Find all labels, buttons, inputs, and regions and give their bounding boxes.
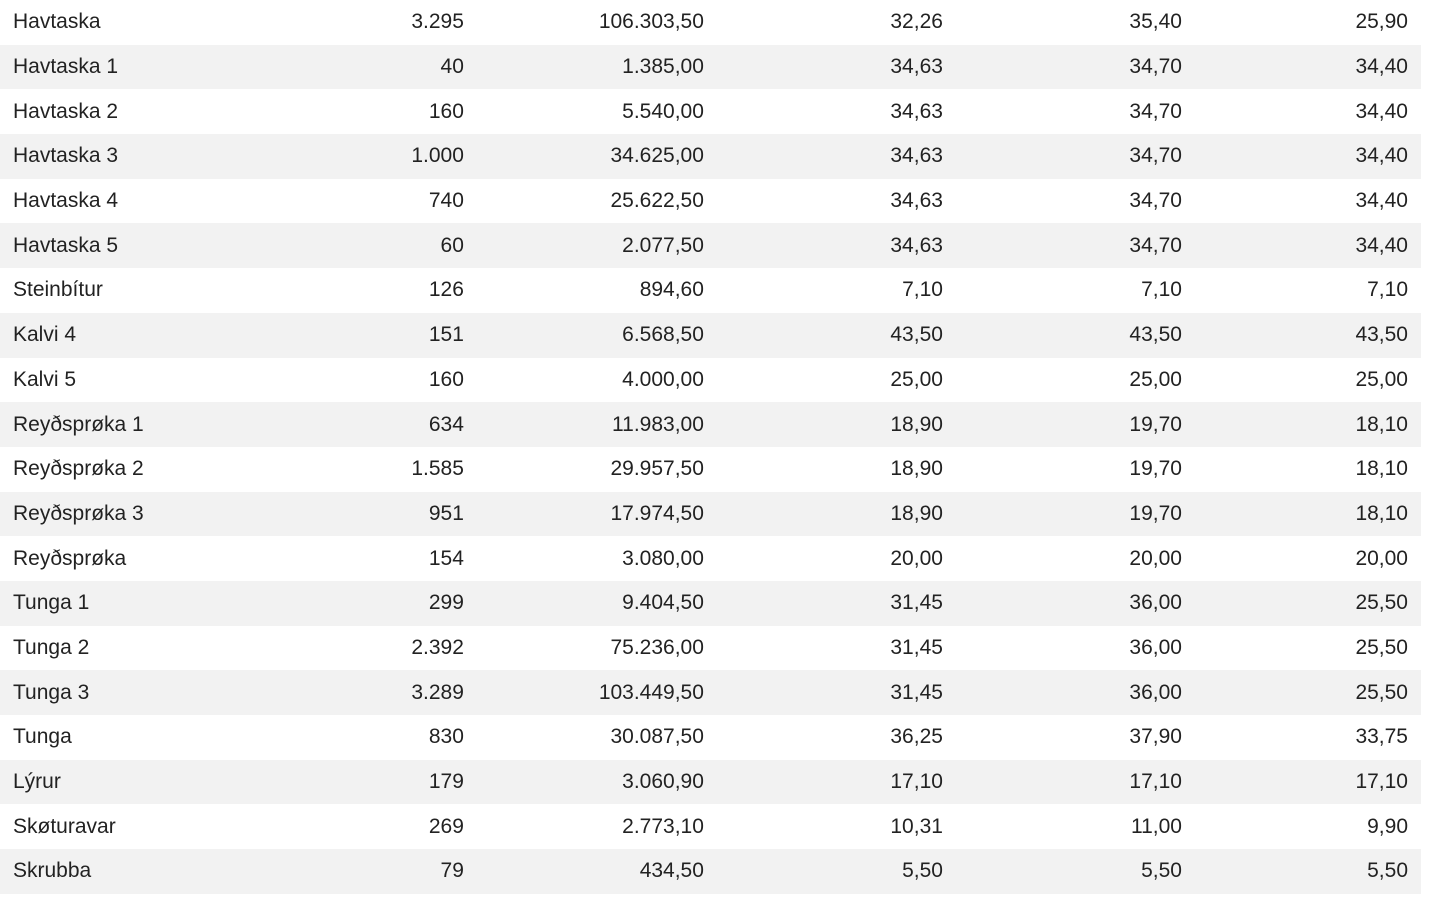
total-value-cell: 34.625,00 bbox=[610, 144, 704, 168]
high-price-cell: 34,70 bbox=[1129, 189, 1182, 213]
total-value-cell: 103.449,50 bbox=[598, 680, 704, 704]
species-name-cell: Kalvi 4 bbox=[13, 323, 77, 347]
table-row bbox=[0, 268, 1421, 313]
average-price-cell: 18,90 bbox=[890, 457, 943, 481]
species-name-cell: Havtaska 2 bbox=[13, 99, 119, 123]
quantity-cell: 151 bbox=[428, 323, 464, 347]
low-price-cell: 33,75 bbox=[1355, 725, 1408, 749]
quantity-cell: 830 bbox=[428, 725, 464, 749]
quantity-cell: 154 bbox=[428, 546, 464, 570]
table-row bbox=[0, 313, 1421, 358]
high-price-cell: 5,50 bbox=[1141, 859, 1182, 883]
high-price-cell: 7,10 bbox=[1141, 278, 1182, 302]
species-name-cell: Havtaska 1 bbox=[13, 55, 119, 79]
total-value-cell: 17.974,50 bbox=[610, 501, 704, 525]
quantity-cell: 269 bbox=[428, 814, 464, 838]
average-price-cell: 34,63 bbox=[890, 99, 943, 123]
table-row bbox=[0, 670, 1421, 715]
species-name-cell: Reyðsprøka 3 bbox=[13, 501, 144, 525]
high-price-cell: 19,70 bbox=[1129, 501, 1182, 525]
table-row bbox=[0, 581, 1421, 626]
high-price-cell: 19,70 bbox=[1129, 412, 1182, 436]
low-price-cell: 25,50 bbox=[1355, 680, 1408, 704]
high-price-cell: 36,00 bbox=[1129, 635, 1182, 659]
low-price-cell: 34,40 bbox=[1355, 189, 1408, 213]
average-price-cell: 34,63 bbox=[890, 189, 943, 213]
species-name-cell: Skøturavar bbox=[13, 814, 116, 838]
low-price-cell: 9,90 bbox=[1367, 814, 1408, 838]
table-row bbox=[0, 179, 1421, 224]
low-price-cell: 20,00 bbox=[1355, 546, 1408, 570]
quantity-cell: 79 bbox=[440, 859, 464, 883]
quantity-cell: 126 bbox=[428, 278, 464, 302]
table-row bbox=[0, 45, 1421, 90]
average-price-cell: 36,25 bbox=[890, 725, 943, 749]
table-row bbox=[0, 492, 1421, 537]
high-price-cell: 17,10 bbox=[1129, 770, 1182, 794]
low-price-cell: 34,40 bbox=[1355, 144, 1408, 168]
average-price-cell: 34,63 bbox=[890, 144, 943, 168]
total-value-cell: 3.060,90 bbox=[622, 770, 704, 794]
high-price-cell: 36,00 bbox=[1129, 591, 1182, 615]
quantity-cell: 3.295 bbox=[411, 10, 464, 34]
average-price-cell: 34,63 bbox=[890, 55, 943, 79]
species-name-cell: Reyðsprøka 2 bbox=[13, 457, 144, 481]
quantity-cell: 179 bbox=[428, 770, 464, 794]
high-price-cell: 20,00 bbox=[1129, 546, 1182, 570]
table-row bbox=[0, 849, 1421, 894]
total-value-cell: 1.385,00 bbox=[622, 55, 704, 79]
total-value-cell: 2.077,50 bbox=[622, 233, 704, 257]
quantity-cell: 2.392 bbox=[411, 635, 464, 659]
average-price-cell: 25,00 bbox=[890, 367, 943, 391]
total-value-cell: 5.540,00 bbox=[622, 99, 704, 123]
high-price-cell: 34,70 bbox=[1129, 99, 1182, 123]
total-value-cell: 3.080,00 bbox=[622, 546, 704, 570]
average-price-cell: 43,50 bbox=[890, 323, 943, 347]
low-price-cell: 5,50 bbox=[1367, 859, 1408, 883]
quantity-cell: 160 bbox=[428, 99, 464, 123]
low-price-cell: 43,50 bbox=[1355, 323, 1408, 347]
total-value-cell: 6.568,50 bbox=[622, 323, 704, 347]
table-row bbox=[0, 804, 1421, 849]
species-name-cell: Steinbítur bbox=[13, 278, 103, 302]
table-row bbox=[0, 358, 1421, 403]
average-price-cell: 18,90 bbox=[890, 501, 943, 525]
average-price-cell: 7,10 bbox=[902, 278, 943, 302]
total-value-cell: 2.773,10 bbox=[622, 814, 704, 838]
species-name-cell: Havtaska 5 bbox=[13, 233, 119, 257]
total-value-cell: 11.983,00 bbox=[612, 412, 704, 436]
average-price-cell: 31,45 bbox=[890, 591, 943, 615]
total-value-cell: 9.404,50 bbox=[622, 591, 704, 615]
table-row bbox=[0, 0, 1421, 45]
average-price-cell: 18,90 bbox=[890, 412, 943, 436]
total-value-cell: 75.236,00 bbox=[610, 635, 704, 659]
average-price-cell: 5,50 bbox=[902, 859, 943, 883]
high-price-cell: 25,00 bbox=[1129, 367, 1182, 391]
species-name-cell: Reyðsprøka bbox=[13, 546, 127, 570]
quantity-cell: 299 bbox=[428, 591, 464, 615]
low-price-cell: 25,50 bbox=[1355, 591, 1408, 615]
high-price-cell: 35,40 bbox=[1129, 10, 1182, 34]
low-price-cell: 18,10 bbox=[1355, 501, 1408, 525]
table-row bbox=[0, 715, 1421, 760]
quantity-cell: 60 bbox=[440, 233, 464, 257]
species-name-cell: Havtaska 3 bbox=[13, 144, 119, 168]
total-value-cell: 25.622,50 bbox=[610, 189, 704, 213]
average-price-cell: 20,00 bbox=[890, 546, 943, 570]
quantity-cell: 740 bbox=[428, 189, 464, 213]
average-price-cell: 32,26 bbox=[890, 10, 943, 34]
species-name-cell: Tunga bbox=[13, 725, 72, 749]
low-price-cell: 7,10 bbox=[1367, 278, 1408, 302]
high-price-cell: 34,70 bbox=[1129, 144, 1182, 168]
species-name-cell: Tunga 3 bbox=[13, 680, 90, 704]
high-price-cell: 36,00 bbox=[1129, 680, 1182, 704]
low-price-cell: 25,50 bbox=[1355, 635, 1408, 659]
low-price-cell: 34,40 bbox=[1355, 55, 1408, 79]
high-price-cell: 19,70 bbox=[1129, 457, 1182, 481]
average-price-cell: 31,45 bbox=[890, 635, 943, 659]
total-value-cell: 30.087,50 bbox=[610, 725, 704, 749]
total-value-cell: 894,60 bbox=[639, 278, 704, 302]
high-price-cell: 37,90 bbox=[1129, 725, 1182, 749]
table-row bbox=[0, 447, 1421, 492]
table-row bbox=[0, 760, 1421, 805]
table-row bbox=[0, 89, 1421, 134]
low-price-cell: 34,40 bbox=[1355, 99, 1408, 123]
low-price-cell: 34,40 bbox=[1355, 233, 1408, 257]
average-price-cell: 31,45 bbox=[890, 680, 943, 704]
species-name-cell: Skrubba bbox=[13, 859, 92, 883]
species-name-cell: Havtaska bbox=[13, 10, 101, 34]
quantity-cell: 634 bbox=[428, 412, 464, 436]
average-price-cell: 10,31 bbox=[890, 814, 943, 838]
average-price-cell: 34,63 bbox=[890, 233, 943, 257]
low-price-cell: 17,10 bbox=[1355, 770, 1408, 794]
total-value-cell: 106.303,50 bbox=[598, 10, 704, 34]
high-price-cell: 34,70 bbox=[1129, 55, 1182, 79]
quantity-cell: 160 bbox=[428, 367, 464, 391]
species-name-cell: Tunga 2 bbox=[13, 635, 90, 659]
average-price-cell: 17,10 bbox=[890, 770, 943, 794]
high-price-cell: 11,00 bbox=[1130, 814, 1182, 838]
total-value-cell: 29.957,50 bbox=[610, 457, 704, 481]
species-name-cell: Lýrur bbox=[13, 770, 61, 794]
table-row bbox=[0, 223, 1421, 268]
quantity-cell: 40 bbox=[440, 55, 464, 79]
low-price-cell: 25,00 bbox=[1355, 367, 1408, 391]
high-price-cell: 34,70 bbox=[1129, 233, 1182, 257]
species-name-cell: Havtaska 4 bbox=[13, 189, 119, 213]
quantity-cell: 3.289 bbox=[411, 680, 464, 704]
table-row bbox=[0, 536, 1421, 581]
low-price-cell: 18,10 bbox=[1355, 412, 1408, 436]
table-row bbox=[0, 134, 1421, 179]
quantity-cell: 1.585 bbox=[411, 457, 464, 481]
species-name-cell: Tunga 1 bbox=[13, 591, 90, 615]
total-value-cell: 434,50 bbox=[639, 859, 704, 883]
species-name-cell: Reyðsprøka 1 bbox=[13, 412, 144, 436]
table-row bbox=[0, 626, 1421, 671]
species-name-cell: Kalvi 5 bbox=[13, 367, 77, 391]
high-price-cell: 43,50 bbox=[1129, 323, 1182, 347]
table-row bbox=[0, 402, 1421, 447]
total-value-cell: 4.000,00 bbox=[622, 367, 704, 391]
quantity-cell: 951 bbox=[428, 501, 464, 525]
quantity-cell: 1.000 bbox=[411, 144, 464, 168]
low-price-cell: 25,90 bbox=[1355, 10, 1408, 34]
low-price-cell: 18,10 bbox=[1355, 457, 1408, 481]
